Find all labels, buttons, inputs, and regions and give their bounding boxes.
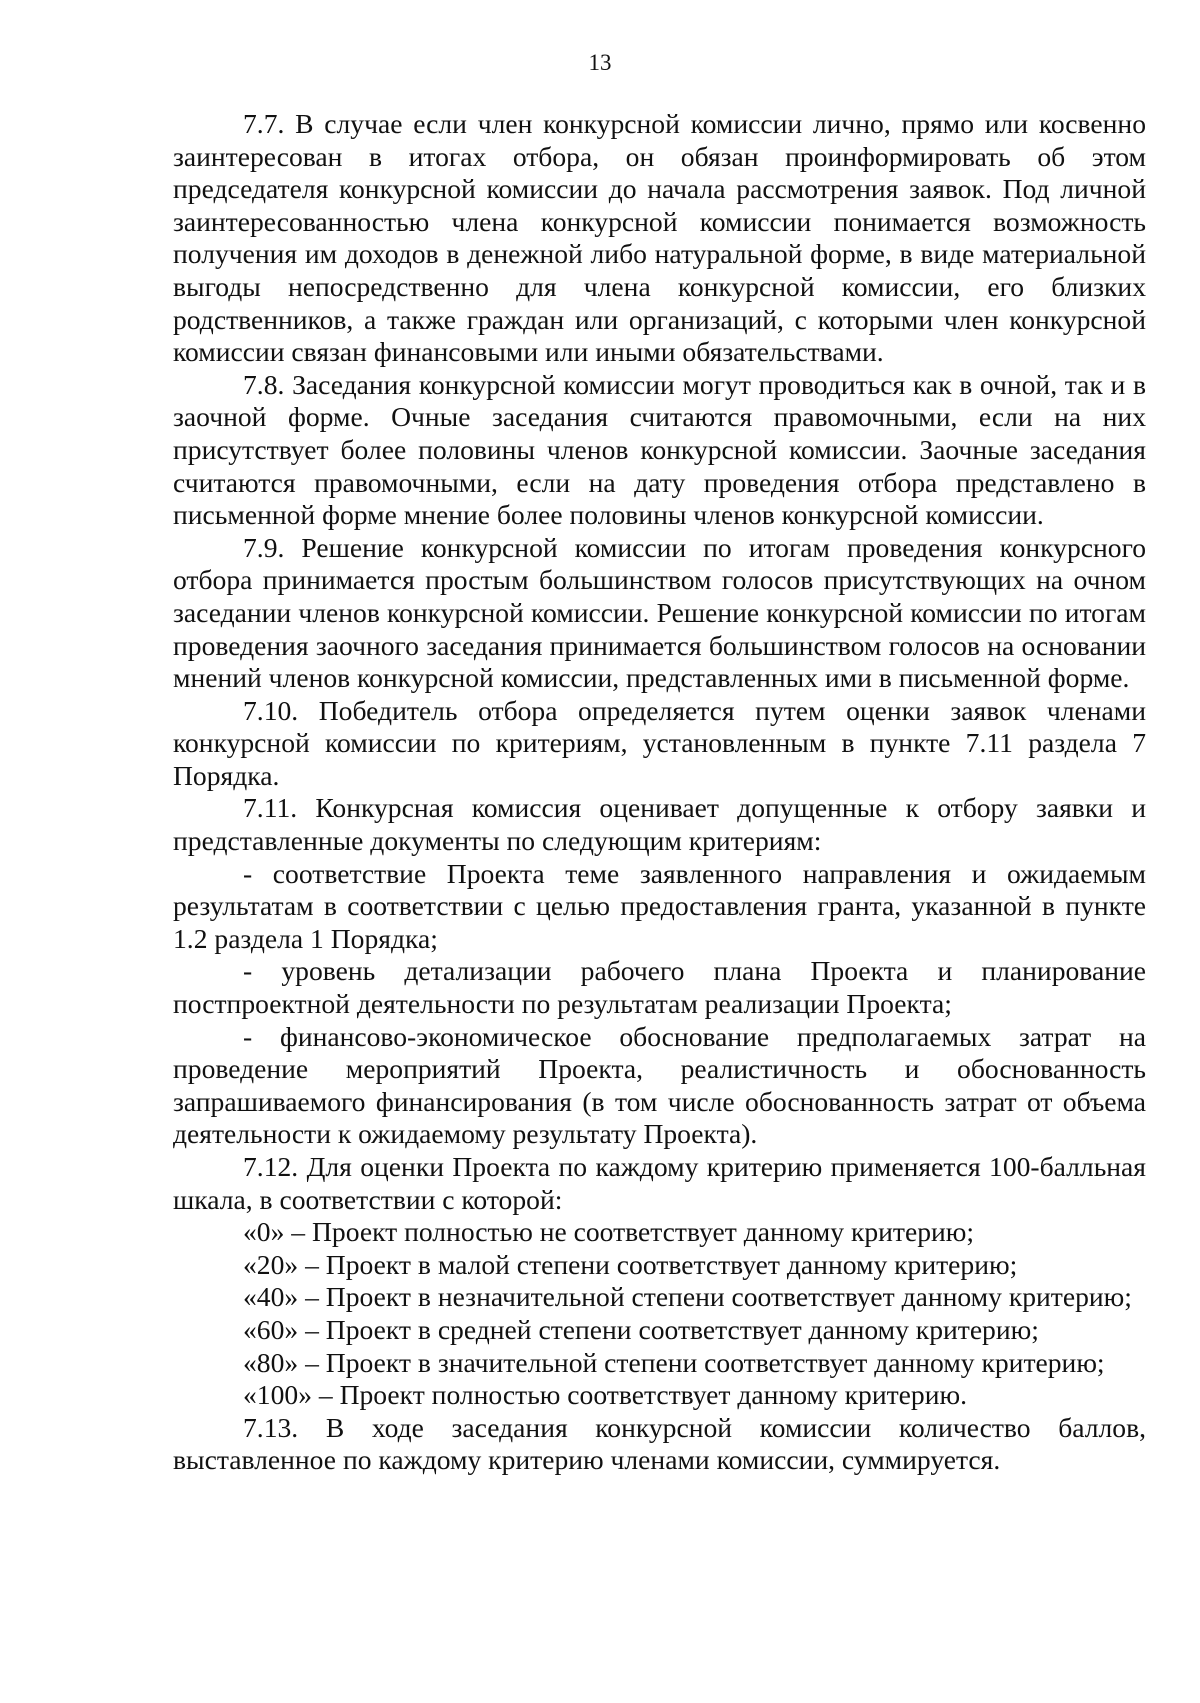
scale-item: «100» – Проект полностью соответствует данному критерию.	[243, 1379, 967, 1411]
scale-item: «60» – Проект в средней степени соответствует данному критерию;	[243, 1313, 1039, 1345]
paragraph-7-7: 7.7. В случае если член конкурсной комиссии лично, прямо или косвенно заинтересован в итогах отбора, он обязан проинформировать об этом председателя конкурсной комиссии до начала рассмотрения заявок. Под личной заинтересованностью члена конкурсной комиссии понимается возможность получения им доходов в денежной либо натуральной форме, в виде материальной выгоды непосредственно для члена конкурсной комиссии, его близких родственников, а также граждан или организаций, с которыми член конкурсной комиссии связан финансовыми или иными обязательствами.	[173, 108, 1146, 368]
scale-item: «40» – Проект в незначительной степени соответствует данному критерию;	[243, 1281, 1132, 1313]
criterion-item: - уровень детализации рабочего плана Проекта и планирование постпроектной деятельности по результатам реализации Проекта;	[173, 955, 1146, 1020]
paragraph-7-9: 7.9. Решение конкурсной комиссии по итогам проведения конкурсного отбора принимается простым большинством голосов присутствующих на очном заседании членов конкурсной комиссии. Решение конкурсной комиссии по итогам проведения заочного заседания принимается большинством голосов на основании мнений членов конкурсной комиссии, представленных ими в письменной форме.	[173, 531, 1146, 694]
criterion-item: - финансово-экономическое обоснование предполагаемых затрат на проведение мероприятий Проекта, реалистичность и обоснованность запрашиваемого финансирования (в том числе обоснованность затрат от объема деятельности к ожидаемому результату Проекта).	[173, 1020, 1146, 1150]
paragraph-7-8: 7.8. Заседания конкурсной комиссии могут проводиться как в очной, так и в заочной форме. Очные заседания считаются правомочными, если на них присутствует более половины членов конкурсной комиссии. Заочные заседания считаются правомочными, если на дату проведения отбора представлено в письменной форме мнение более половины членов конкурсной комиссии.	[173, 368, 1146, 531]
scale-item: «20» – Проект в малой степени соответствует данному критерию;	[243, 1248, 1018, 1280]
paragraph-7-10: 7.10. Победитель отбора определяется путем оценки заявок членами конкурсной комиссии по критериям, установленным в пункте 7.11 раздела 7 Порядка.	[173, 694, 1146, 791]
paragraph-7-13: 7.13. В ходе заседания конкурсной комиссии количество баллов, выставленное по каждому критерию членами комиссии, суммируется.	[173, 1411, 1146, 1476]
scale-item: «0» – Проект полностью не соответствует данному критерию;	[243, 1216, 975, 1248]
paragraph-7-12: 7.12. Для оценки Проекта по каждому критерию применяется 100-балльная шкала, в соответствии с которой:	[173, 1151, 1146, 1215]
paragraph-7-11: 7.11. Конкурсная комиссия оценивает допущенные к отбору заявки и представленные документы по следующим критериям:	[173, 792, 1146, 857]
criterion-item: - соответствие Проекта теме заявленного направления и ожидаемым результатам в соответствии с целью предоставления гранта, указанной в пункте 1.2 раздела 1 Порядка;	[173, 857, 1146, 954]
scale-item: «80» – Проект в значительной степени соответствует данному критерию;	[243, 1346, 1105, 1378]
page-number: 13	[588, 50, 612, 75]
document-body	[173, 108, 1146, 1477]
